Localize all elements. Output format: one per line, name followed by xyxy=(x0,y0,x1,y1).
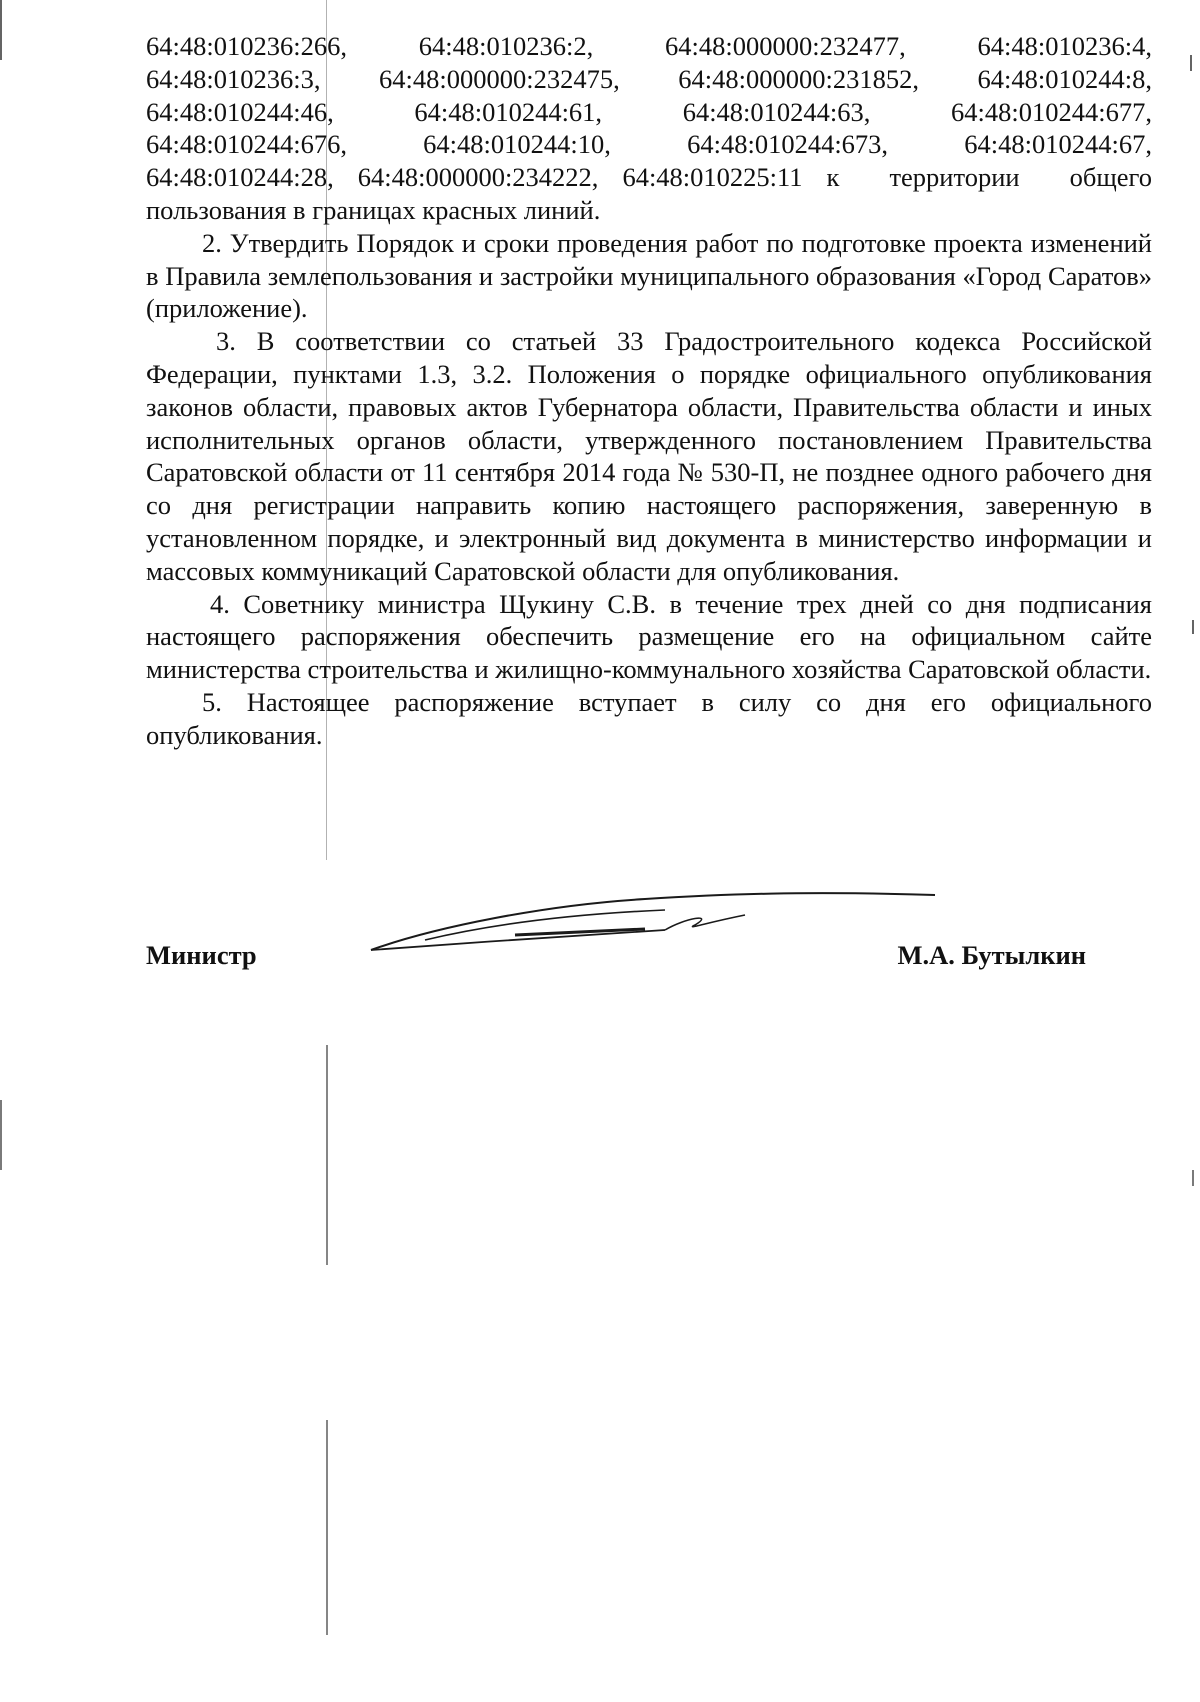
scan-edge-mark xyxy=(0,0,2,60)
cadastral-number: 64:48:010244:67, xyxy=(964,129,1152,160)
cadastral-number: 64:48:000000:231852, xyxy=(678,63,919,94)
paragraph-4: 4. Советнику министра Щукину С.В. в течение трех дней со дня подписания настоящего распоряжения обеспечить размещение его на официальном сайте министерства строительства и жилищно-коммунального хозяйства Саратовской области. xyxy=(146,588,1152,685)
cadastral-number: 64:48:000000:234222, xyxy=(357,162,599,193)
scan-edge-mark xyxy=(0,1100,2,1170)
cadastral-number: 64:48:000000:232477, xyxy=(665,31,906,61)
document-body xyxy=(146,30,1152,752)
scan-edge-mark xyxy=(1192,620,1194,634)
cadastral-number: 64:48:010244:8, xyxy=(977,63,1152,94)
scan-edge-mark xyxy=(1192,1170,1194,1186)
cadastral-number: 64:48:010244:677, xyxy=(951,96,1152,127)
cadastral-number: 64:48:010244:28, xyxy=(146,162,334,193)
signature-row xyxy=(146,940,1086,980)
tail-word: общего xyxy=(1069,162,1152,193)
cadastral-number: 64:48:010244:10, xyxy=(423,129,611,160)
paragraph-3: 3. В соответствии со статьей 33 Градостроительного кодекса Российской Федерации, пунктами 1.3, 3.2. Положения о порядке официального опубликования законов области, правовых актов Губернатора области, Правительства области и иных исполнительных органов области, утвержденного постановлением Правительства Саратовской области от 11 сентября 2014 года № 530-П, не позднее одного рабочего дня со дня регистрации направить копию настоящего распоряжения, заверенную в установленном порядке, и электронный вид документа в министерство информации и массовых коммуникаций Саратовской области для опубликования. xyxy=(146,326,1152,586)
cadastral-number: 64:48:010244:673, xyxy=(687,129,889,160)
cadastral-number: 64:48:010236:266, xyxy=(146,31,347,61)
cadastral-number: 64:48:010236:2, xyxy=(418,31,594,61)
cadastral-line xyxy=(146,63,1152,96)
scan-fold-line xyxy=(326,1420,328,1635)
cadastral-number: 64:48:010236:3, xyxy=(146,63,321,94)
paragraph-5: 5. Настоящее распоряжение вступает в силу со дня его официального опубликования. xyxy=(146,686,1152,750)
cadastral-number: 64:48:010244:63, xyxy=(682,96,871,127)
cadastral-line xyxy=(146,96,1152,129)
cadastral-number: 64:48:010244:46, xyxy=(146,96,334,127)
scan-fold-line xyxy=(326,1045,328,1265)
paragraph-2: 2. Утвердить Порядок и сроки проведения работ по подготовке проекта изменений в Правила землепользования и застройки муниципального образования «Город Саратов» (приложение). xyxy=(146,227,1152,324)
scan-fold-line xyxy=(326,0,327,860)
tail-word: территории xyxy=(889,162,1020,193)
signatory-name: М.А. Бутылкин xyxy=(897,940,1086,970)
scan-edge-mark xyxy=(1190,55,1192,71)
cadastral-number: 64:48:010225:11 xyxy=(622,162,803,193)
cadastral-line xyxy=(146,30,1152,63)
cadastral-continuation: пользования в границах красных линий. xyxy=(146,194,601,225)
cadastral-number: 64:48:000000:232475, xyxy=(379,63,620,94)
cadastral-number: 64:48:010244:676, xyxy=(146,129,347,160)
cadastral-line xyxy=(146,128,1152,161)
cadastral-number: 64:48:010236:4, xyxy=(977,31,1152,61)
signatory-title: Министр xyxy=(146,940,257,970)
tail-word: к xyxy=(826,162,840,193)
cadastral-number: 64:48:010244:61, xyxy=(414,96,603,127)
cadastral-tail xyxy=(827,161,1152,194)
cadastral-line-last xyxy=(146,161,1152,194)
